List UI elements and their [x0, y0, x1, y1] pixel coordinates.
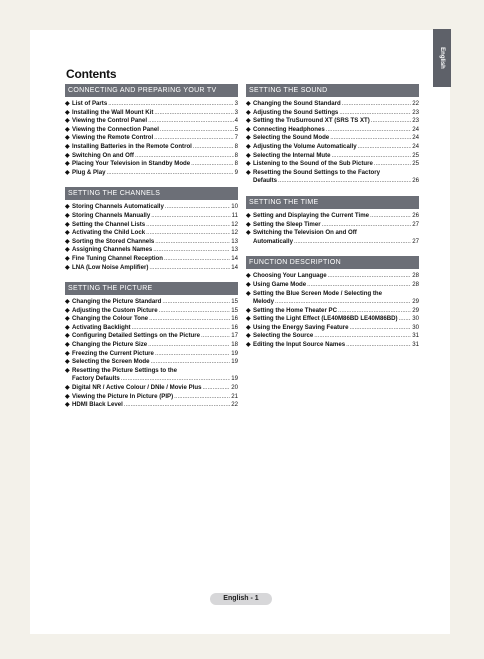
toc-entry-page: 8: [234, 160, 238, 168]
toc-entry[interactable]: [246, 307, 419, 316]
dot-leader: [326, 126, 411, 135]
diamond-bullet-icon: ◆: [246, 143, 251, 150]
toc-section: [246, 256, 419, 349]
dot-leader: [153, 246, 230, 255]
toc-entry[interactable]: [65, 229, 238, 238]
toc-entry-page: 18: [231, 341, 238, 349]
toc-entry-page: 27: [412, 237, 419, 245]
toc-entry-page: 25: [412, 160, 419, 168]
toc-entry[interactable]: [246, 221, 419, 230]
toc-entry-page: 31: [412, 341, 419, 349]
toc-entry-page: 28: [412, 272, 419, 280]
toc-entry[interactable]: [246, 341, 419, 350]
toc-entry-page: 27: [412, 220, 419, 228]
toc-entry-title: Selecting the Source: [253, 332, 314, 340]
dot-leader: [124, 401, 230, 410]
toc-entry-title: Changing the Picture Standard: [72, 298, 162, 306]
toc-entry-title: Connecting Headphones: [253, 125, 325, 133]
dot-leader: [135, 152, 234, 161]
toc-entry[interactable]: [246, 272, 419, 281]
toc-entry[interactable]: [65, 152, 238, 161]
toc-entry-title: Using Game Mode: [253, 280, 307, 288]
toc-entry-page: 15: [231, 298, 238, 306]
diamond-bullet-icon: ◆: [246, 221, 251, 228]
toc-entry-page: 19: [231, 375, 238, 383]
toc-entry-title: Plug & Play: [72, 168, 106, 176]
toc-section: [65, 84, 238, 177]
diamond-bullet-icon: ◆: [246, 118, 251, 125]
dot-leader: [132, 324, 231, 333]
dot-leader: [339, 109, 411, 118]
toc-entry[interactable]: [246, 134, 419, 143]
toc-entry-page: 24: [412, 125, 419, 133]
toc-entry[interactable]: [65, 367, 238, 384]
diamond-bullet-icon: ◆: [246, 281, 251, 288]
toc-entry[interactable]: [246, 212, 419, 221]
toc-entry-title: Changing the Colour Tone: [72, 315, 149, 323]
diamond-bullet-icon: ◆: [65, 299, 70, 306]
toc-entry-title: Resetting the Picture Settings to the: [72, 366, 177, 374]
toc-entry-page: 16: [231, 323, 238, 331]
dot-leader: [149, 264, 230, 273]
toc-entry-page: 24: [412, 142, 419, 150]
toc-entry-title: Switching On and Off: [72, 151, 134, 159]
dot-leader: [201, 332, 230, 341]
toc-entry-title: Setting and Displaying the Current Time: [253, 211, 370, 219]
toc-entry-title: HDMI Black Level: [72, 401, 123, 409]
dot-leader: [332, 152, 412, 161]
toc-entry-page: 29: [412, 298, 419, 306]
dot-leader: [399, 315, 412, 324]
dot-leader: [294, 238, 411, 247]
dot-leader: [322, 221, 412, 230]
diamond-bullet-icon: ◆: [65, 101, 70, 107]
dot-leader: [314, 332, 411, 341]
toc-entry-page: 10: [231, 203, 238, 211]
diamond-bullet-icon: ◆: [65, 221, 70, 228]
toc-entry-title: Adjusting the Custom Picture: [72, 306, 158, 314]
toc-section: [246, 84, 419, 186]
language-tab: [433, 29, 451, 87]
diamond-bullet-icon: ◆: [246, 333, 251, 340]
toc-column-left: [65, 84, 238, 410]
toc-entry[interactable]: [246, 281, 419, 290]
toc-entry-title: Using the Energy Saving Feature: [253, 323, 349, 331]
toc-entry-title: Adjusting the Sound Settings: [253, 108, 339, 116]
toc-entry[interactable]: [65, 117, 238, 126]
diamond-bullet-icon: ◆: [246, 316, 251, 323]
dot-leader: [146, 229, 230, 238]
section-heading: SETTING THE SOUND: [246, 84, 419, 97]
diamond-bullet-icon: ◆: [65, 350, 70, 357]
toc-entry-title: Placing Your Television in Standby Mode: [72, 160, 191, 168]
diamond-bullet-icon: ◆: [65, 324, 70, 331]
toc-entry-title: Sorting the Stored Channels: [72, 237, 155, 245]
page-title: Contents: [66, 67, 117, 81]
toc-entry-title: Storing Channels Manually: [72, 211, 151, 219]
diamond-bullet-icon: ◆: [65, 212, 70, 219]
toc-entry-title: Selecting the Internal Mute: [253, 151, 331, 159]
toc-entry-title: Viewing the Control Panel: [72, 117, 148, 125]
diamond-bullet-icon: ◆: [246, 290, 251, 297]
toc-entry[interactable]: [65, 350, 238, 359]
toc-entry[interactable]: [65, 358, 238, 367]
toc-entry[interactable]: [246, 229, 419, 246]
toc-entry-title: Resetting the Sound Settings to the Factory: [253, 168, 380, 176]
toc-entry[interactable]: [246, 126, 419, 135]
toc-entry-page: 20: [231, 384, 238, 392]
toc-entry[interactable]: [246, 160, 419, 169]
toc-entry-title: Listening to the Sound of the Sub Picture: [253, 160, 373, 168]
diamond-bullet-icon: ◆: [65, 316, 70, 323]
section-heading: SETTING THE PICTURE: [65, 282, 238, 295]
dot-leader: [149, 315, 230, 324]
toc-entry[interactable]: [246, 169, 419, 186]
toc-entry[interactable]: [65, 393, 238, 402]
dot-leader: [148, 341, 230, 350]
toc-entry-page: 9: [234, 168, 238, 176]
toc-entry-page: 12: [231, 229, 238, 237]
diamond-bullet-icon: ◆: [65, 143, 70, 150]
toc-entry-page: 25: [412, 151, 419, 159]
diamond-bullet-icon: ◆: [246, 109, 251, 116]
diamond-bullet-icon: ◆: [65, 135, 70, 142]
dot-leader: [155, 238, 230, 247]
toc-entry-title: Adjusting the Volume Automatically: [253, 142, 357, 150]
toc-entry-page: 24: [412, 134, 419, 142]
section-heading: SETTING THE CHANNELS: [65, 187, 238, 200]
diamond-bullet-icon: ◆: [65, 307, 70, 314]
toc-entry-title-continued: Defaults: [253, 177, 278, 185]
dot-leader: [174, 393, 230, 402]
diamond-bullet-icon: ◆: [246, 273, 251, 280]
dot-leader: [151, 212, 230, 221]
toc-entry-page: 31: [412, 332, 419, 340]
toc-entry-title: Setting the TruSurround XT (SRS TS XT): [253, 117, 370, 125]
toc-column-right: [246, 84, 419, 350]
toc-entry-list: [65, 100, 238, 177]
dot-leader: [350, 324, 412, 333]
page-number-badge: English - 1: [210, 593, 272, 605]
toc-entry-list: [65, 203, 238, 272]
language-tab-label: English: [439, 47, 445, 69]
dot-leader: [165, 203, 230, 212]
dot-leader: [148, 117, 234, 126]
toc-entry-title: Freezing the Current Picture: [72, 349, 154, 357]
toc-entry[interactable]: [65, 255, 238, 264]
toc-entry[interactable]: [246, 324, 419, 333]
toc-entry[interactable]: [65, 203, 238, 212]
dot-leader: [191, 160, 233, 169]
diamond-bullet-icon: ◆: [246, 152, 251, 159]
toc-entry-title-continued: Melody: [253, 298, 274, 306]
toc-entry-page: 19: [231, 349, 238, 357]
toc-entry-page: 28: [412, 280, 419, 288]
toc-entry-list: [246, 212, 419, 246]
toc-entry-page: 17: [231, 332, 238, 340]
toc-entry[interactable]: [246, 290, 419, 307]
toc-entry[interactable]: [246, 332, 419, 341]
toc-entry[interactable]: [65, 143, 238, 152]
diamond-bullet-icon: ◆: [65, 393, 70, 400]
dot-leader: [358, 143, 412, 152]
diamond-bullet-icon: ◆: [65, 333, 70, 340]
toc-entry-title: Installing Batteries in the Remote Control: [72, 142, 192, 150]
dot-leader: [370, 212, 411, 221]
section-heading: SETTING THE TIME: [246, 196, 419, 209]
dot-leader: [155, 350, 230, 359]
dot-leader: [160, 126, 234, 135]
toc-section: [65, 187, 238, 272]
dot-leader: [346, 341, 411, 350]
toc-entry-page: 21: [231, 392, 238, 400]
toc-entry[interactable]: [65, 384, 238, 393]
diamond-bullet-icon: ◆: [246, 212, 251, 219]
dot-leader: [154, 109, 233, 118]
dot-leader: [330, 134, 411, 143]
toc-entry-title: Viewing the Remote Control: [72, 134, 154, 142]
dot-leader: [162, 298, 230, 307]
toc-entry-page: 22: [231, 401, 238, 409]
dot-leader: [371, 117, 411, 126]
toc-entry[interactable]: [65, 264, 238, 273]
toc-section: [65, 282, 238, 410]
toc-entry-page: 26: [412, 211, 419, 219]
diamond-bullet-icon: ◆: [65, 238, 70, 245]
toc-entry[interactable]: [65, 401, 238, 410]
diamond-bullet-icon: ◆: [65, 152, 70, 159]
toc-entry-title: Viewing the Picture In Picture (PIP): [72, 392, 174, 400]
toc-entry-title: Editing the Input Source Names: [253, 341, 346, 349]
toc-entry[interactable]: [65, 341, 238, 350]
diamond-bullet-icon: ◆: [65, 118, 70, 125]
toc-entry-title: Changing the Picture Size: [72, 341, 148, 349]
toc-entry-page: 22: [412, 100, 419, 107]
toc-entry[interactable]: [246, 109, 419, 118]
diamond-bullet-icon: ◆: [65, 161, 70, 168]
toc-entry[interactable]: [65, 221, 238, 230]
dot-leader: [278, 177, 411, 186]
toc-entry-page: 14: [231, 254, 238, 262]
dot-leader: [338, 307, 411, 316]
toc-entry-title: Configuring Detailed Settings on the Picture: [72, 332, 200, 340]
toc-entry[interactable]: [65, 298, 238, 307]
toc-entry[interactable]: [65, 324, 238, 333]
toc-entry-page: 13: [231, 237, 238, 245]
toc-entry-title: Changing the Sound Standard: [253, 100, 341, 107]
toc-entry[interactable]: [246, 100, 419, 109]
dot-leader: [275, 298, 411, 307]
toc-entry-title: Selecting the Screen Mode: [72, 358, 150, 366]
toc-entry-title: Activating Backlight: [72, 323, 131, 331]
toc-entry-page: 26: [412, 177, 419, 185]
toc-entry-page: 19: [231, 358, 238, 366]
diamond-bullet-icon: ◆: [246, 342, 251, 349]
toc-entry-page: 11: [231, 211, 238, 219]
dot-leader: [193, 143, 234, 152]
diamond-bullet-icon: ◆: [65, 359, 70, 366]
toc-entry-title: Digital NR / Active Colour / DNIe / Movie Plus: [72, 384, 202, 392]
toc-entry-page: 14: [231, 263, 238, 271]
diamond-bullet-icon: ◆: [65, 230, 70, 237]
toc-entry-page: 5: [234, 125, 238, 133]
diamond-bullet-icon: ◆: [65, 402, 70, 409]
toc-entry-page: 13: [231, 246, 238, 254]
toc-entry-title: Choosing Your Language: [253, 272, 327, 280]
toc-entry-page: 30: [412, 315, 419, 323]
toc-entry-page: 29: [412, 306, 419, 314]
diamond-bullet-icon: ◆: [65, 342, 70, 349]
toc-entry-title-continued: Automatically: [253, 237, 293, 245]
toc-entry-page: 23: [412, 108, 419, 116]
diamond-bullet-icon: ◆: [246, 169, 251, 176]
diamond-bullet-icon: ◆: [246, 101, 251, 107]
diamond-bullet-icon: ◆: [246, 135, 251, 142]
toc-entry-page: 30: [412, 323, 419, 331]
dot-leader: [154, 134, 233, 143]
toc-entry-title: Activating the Child Lock: [72, 229, 146, 237]
diamond-bullet-icon: ◆: [246, 126, 251, 133]
toc-entry[interactable]: [65, 212, 238, 221]
toc-entry[interactable]: [65, 100, 238, 109]
toc-entry-title: Setting the Channel Lists: [72, 220, 146, 228]
toc-entry-title: Assigning Channels Names: [72, 246, 153, 254]
toc-entry-title: Selecting the Sound Mode: [253, 134, 330, 142]
toc-entry[interactable]: [246, 143, 419, 152]
dot-leader: [328, 272, 412, 281]
diamond-bullet-icon: ◆: [246, 324, 251, 331]
toc-entry-list: [246, 272, 419, 349]
toc-entry[interactable]: [65, 126, 238, 135]
diamond-bullet-icon: ◆: [65, 109, 70, 116]
diamond-bullet-icon: ◆: [65, 126, 70, 133]
toc-entry-title-continued: Factory Defaults: [72, 375, 120, 383]
dot-leader: [107, 169, 234, 178]
toc-entry[interactable]: [65, 307, 238, 316]
toc-entry-title: Setting the Light Effect (LE40M86BD LE40M86BD): [253, 315, 398, 323]
toc-entry-page: 8: [234, 151, 238, 159]
toc-entry-page: 3: [234, 108, 238, 116]
toc-entry[interactable]: [65, 134, 238, 143]
toc-entry[interactable]: [65, 238, 238, 247]
dot-leader: [146, 221, 230, 230]
diamond-bullet-icon: ◆: [65, 385, 70, 392]
dot-leader: [108, 100, 233, 109]
dot-leader: [307, 281, 411, 290]
toc-entry-page: 4: [234, 117, 238, 125]
diamond-bullet-icon: ◆: [65, 264, 70, 271]
toc-entry-page: 8: [234, 142, 238, 150]
toc-entry-title: Installing the Wall Mount Kit: [72, 108, 154, 116]
dot-leader: [342, 100, 412, 109]
toc-entry-title: Switching the Television On and Off: [253, 229, 357, 237]
toc-entry-page: 15: [231, 306, 238, 314]
diamond-bullet-icon: ◆: [65, 169, 70, 176]
diamond-bullet-icon: ◆: [65, 204, 70, 211]
toc-entry[interactable]: [65, 315, 238, 324]
toc-entry-title: Setting the Sleep Timer: [253, 220, 321, 228]
toc-entry-title: Storing Channels Automatically: [72, 203, 164, 211]
toc-entry-page: 12: [231, 220, 238, 228]
toc-entry[interactable]: [65, 169, 238, 178]
diamond-bullet-icon: ◆: [246, 307, 251, 314]
dot-leader: [121, 375, 230, 384]
toc-entry[interactable]: [246, 117, 419, 126]
toc-entry-title: Setting the Home Theater PC: [253, 306, 337, 314]
dot-leader: [151, 358, 231, 367]
toc-entry[interactable]: [65, 332, 238, 341]
toc-entry[interactable]: [65, 246, 238, 255]
toc-entry[interactable]: [65, 160, 238, 169]
diamond-bullet-icon: ◆: [65, 367, 70, 374]
diamond-bullet-icon: ◆: [246, 230, 251, 237]
toc-entry-page: 16: [231, 315, 238, 323]
toc-entry-title: List of Parts: [72, 100, 108, 107]
toc-entry-page: 7: [234, 134, 238, 142]
section-heading: FUNCTION DESCRIPTION: [246, 256, 419, 269]
diamond-bullet-icon: ◆: [65, 247, 70, 254]
dot-leader: [374, 160, 411, 169]
toc-entry[interactable]: [246, 152, 419, 161]
toc-entry-title: Setting the Blue Screen Mode / Selecting the: [253, 289, 383, 297]
toc-entry-list: [246, 100, 419, 186]
dot-leader: [164, 255, 230, 264]
toc-section: [246, 196, 419, 246]
dot-leader: [202, 384, 230, 393]
toc-entry-title: LNA (Low Noise Amplifier): [72, 263, 149, 271]
toc-entry[interactable]: [65, 109, 238, 118]
toc-entry[interactable]: [246, 315, 419, 324]
dot-leader: [159, 307, 231, 316]
toc-entry-title: Fine Tuning Channel Reception: [72, 254, 163, 262]
toc-entry-list: [65, 298, 238, 410]
diamond-bullet-icon: ◆: [246, 161, 251, 168]
toc-entry-page: 3: [234, 100, 238, 107]
section-heading: CONNECTING AND PREPARING YOUR TV: [65, 84, 238, 97]
toc-entry-page: 23: [412, 117, 419, 125]
toc-entry-title: Viewing the Connection Panel: [72, 125, 159, 133]
diamond-bullet-icon: ◆: [65, 255, 70, 262]
